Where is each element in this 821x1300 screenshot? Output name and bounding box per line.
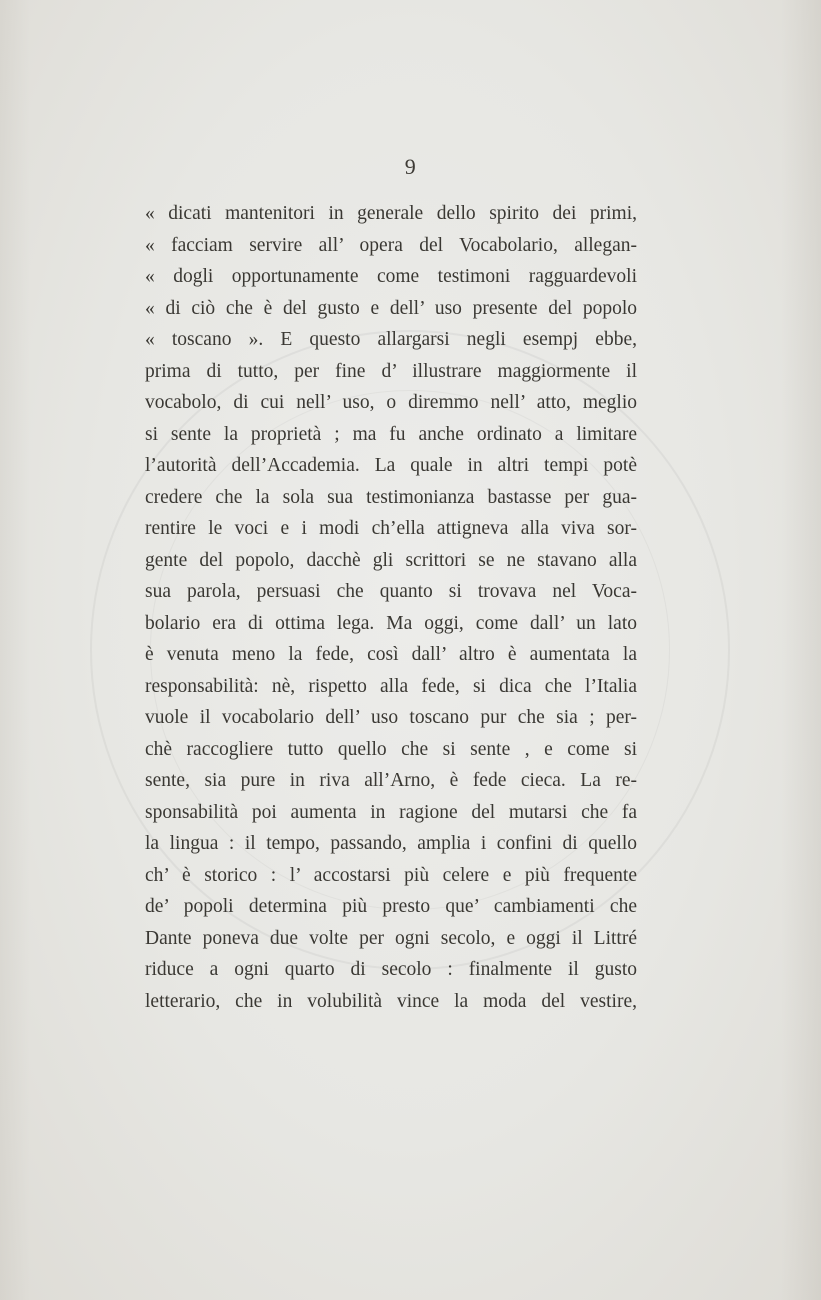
page-edge-left — [0, 0, 30, 1300]
text-line: gente del popolo, dacchè gli scrittori se ne stavano alla — [145, 549, 637, 571]
text-line: rentire le voci e i modi ch’ella attigneva alla viva sor- — [145, 518, 637, 539]
text-line: sponsabilità poi aumenta in ragione del mutarsi che fa — [145, 801, 637, 823]
text-line: « dicati mantenitori in generale dello spirito dei primi, — [145, 203, 637, 224]
text-line: chè raccogliere tutto quello che si sente , e come si — [145, 738, 637, 760]
body-text — [145, 198, 637, 1017]
text-line: sente, sia pure in riva all’Arno, è fede cieca. La re- — [145, 770, 637, 791]
text-line: sua parola, persuasi che quanto si trovava nel Voca- — [145, 581, 637, 602]
text-line: ch’ è storico : l’ accostarsi più celere e più frequente — [145, 864, 637, 886]
text-line: si sente la proprietà ; ma fu anche ordinato a limitare — [145, 423, 637, 445]
text-line: « di ciò che è del gusto e dell’ uso presente del popolo — [145, 297, 637, 319]
text-line: la lingua : il tempo, passando, amplia i confini di quello — [145, 833, 637, 854]
text-line: è venuta meno la fede, così dall’ altro è aumentata la — [145, 644, 637, 665]
page-edge-right — [781, 0, 821, 1300]
page-number: 9 — [404, 154, 417, 179]
text-line: vuole il vocabolario dell’ uso toscano pur che sia ; per- — [145, 707, 637, 728]
text-line: Dante poneva due volte per ogni secolo, e oggi il Littré — [145, 927, 637, 949]
text-line: de’ popoli determina più presto que’ cambiamenti che — [145, 896, 637, 917]
text-line: « facciam servire all’ opera del Vocabolario, allegan- — [145, 234, 637, 256]
text-line: bolario era di ottima lega. Ma oggi, come dall’ un lato — [145, 612, 637, 634]
text-line: « toscano ». E questo allargarsi negli esempj ebbe, — [145, 329, 637, 350]
text-line: vocabolo, di cui nell’ uso, o diremmo nell’ atto, meglio — [145, 392, 637, 413]
text-line: credere che la sola sua testimonianza bastasse per gua- — [145, 486, 637, 508]
text-line: responsabilità: nè, rispetto alla fede, si dica che l’Italia — [145, 675, 637, 697]
text-line: letterario, che in volubilità vince la moda del vestire, — [145, 990, 637, 1012]
text-line: l’autorità dell’Accademia. La quale in altri tempi potè — [145, 455, 637, 476]
text-line: riduce a ogni quarto di secolo : finalmente il gusto — [145, 959, 637, 980]
text-line: « dogli opportunamente come testimoni ragguardevoli — [145, 266, 637, 287]
text-line: prima di tutto, per fine d’ illustrare maggiormente il — [145, 360, 637, 382]
